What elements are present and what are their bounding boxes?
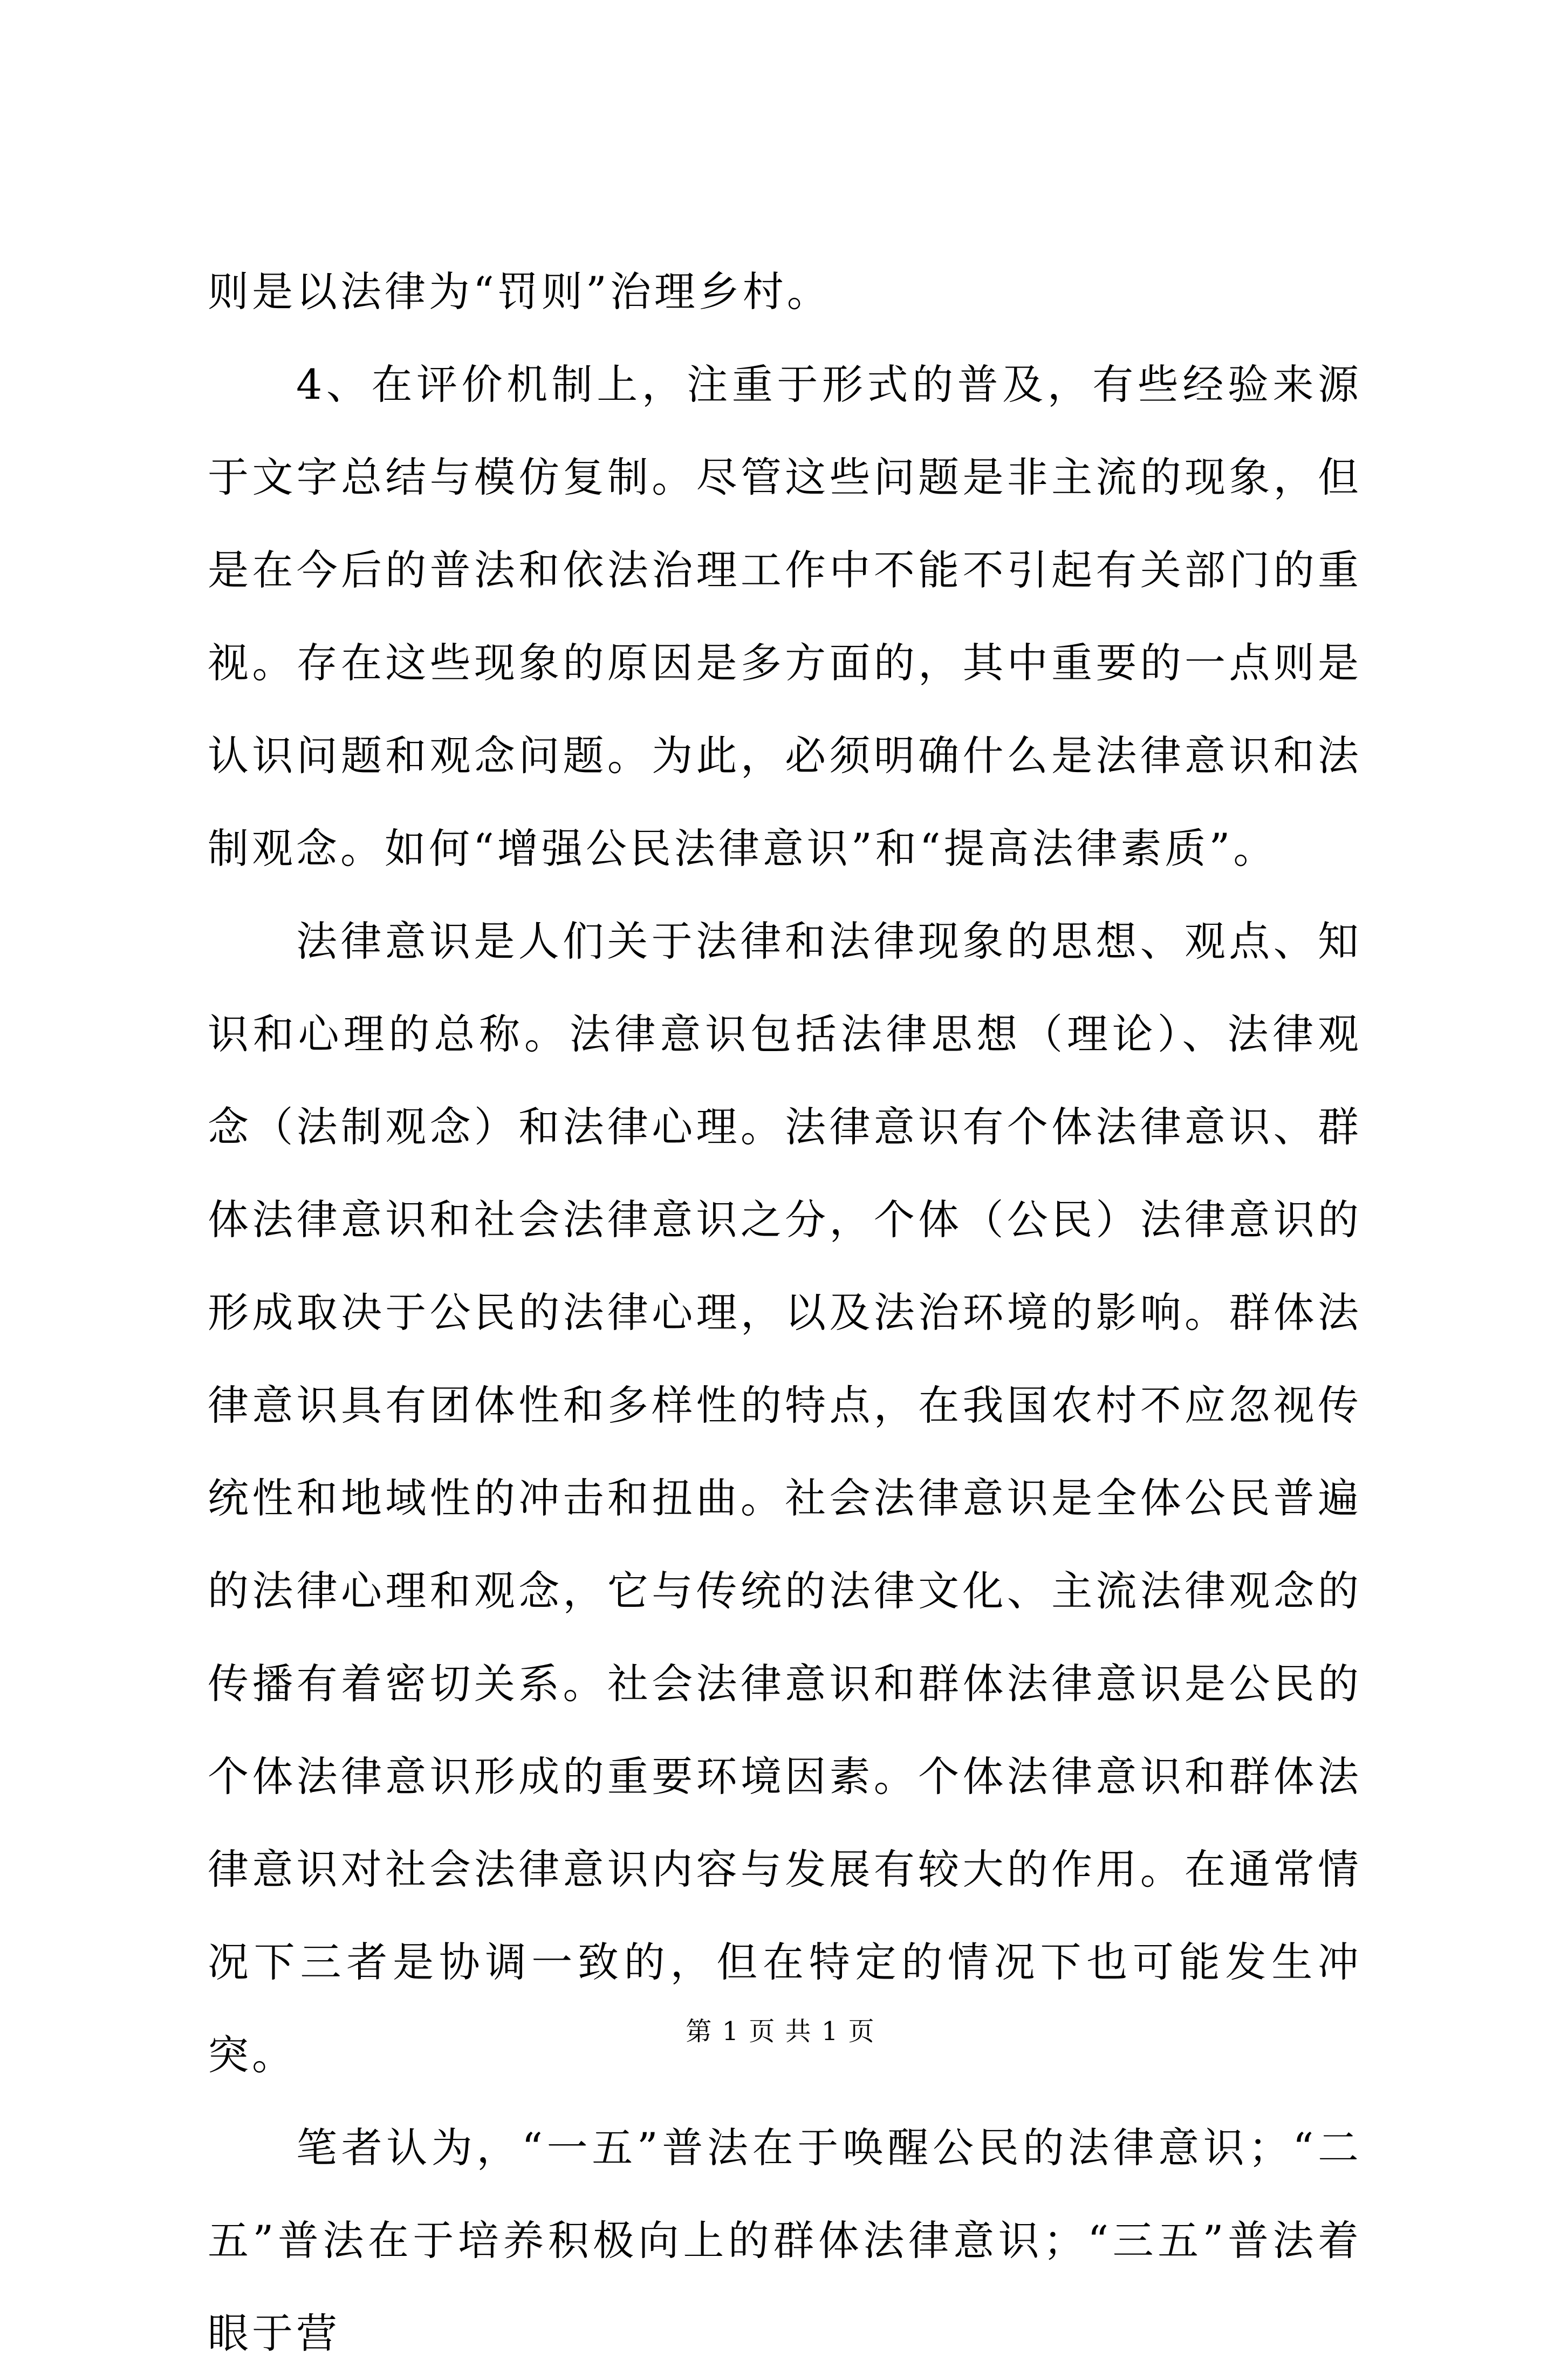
- paragraph-3: 法律意识是人们关于法律和法律现象的思想、观点、知识和心理的总称。法律意识包括法律思想（理论）、法律观念（法制观念）和法律心理。法律意识有个体法律意识、群体法律意识和社会法律意识之分，个体（公民）法律意识的形成取决于公民的法律心理，以及法治环境的影响。群体法律意识具有团体性和多样性的特点，在我国农村不应忽视传统性和地域性的冲击和扭曲。社会法律意识是全体公民普遍的法律心理和观念，它与传统的法律文化、主流法律观念的传播有着密切关系。社会法律意识和群体法律意识是公民的个体法律意识形成的重要环境因素。个体法律意识和群体法律意识对社会法律意识内容与发展有较大的作用。在通常情况下三者是协调一致的，但在特定的情况下也可能发生冲突。: [208, 917, 1362, 2079]
- paragraph-2: 4、在评价机制上，注重于形式的普及，有些经验来源于文字总结与模仿复制。尽管这些问题是非主流的现象，但是在今后的普法和依法治理工作中不能不引起有关部门的重视。存在这些现象的原因是多方面的，其中重要的一点则是认识问题和观念问题。为此，必须明确什么是法律意识和法制观念。如何“增强公民法律意识”和“提高法律素质”。: [208, 360, 1362, 872]
- paragraph-1: 则是以法律为“罚则”治理乡村。: [208, 268, 831, 316]
- paragraph-4: 笔者认为，“一五”普法在于唤醒公民的法律意识；“二五”普法在于培养积极向上的群体法律意识；“三五”普法着眼于营: [208, 2124, 1362, 2357]
- page-footer: 第 1 页 共 1 页: [686, 2016, 875, 2047]
- document-body: [208, 245, 1362, 2380]
